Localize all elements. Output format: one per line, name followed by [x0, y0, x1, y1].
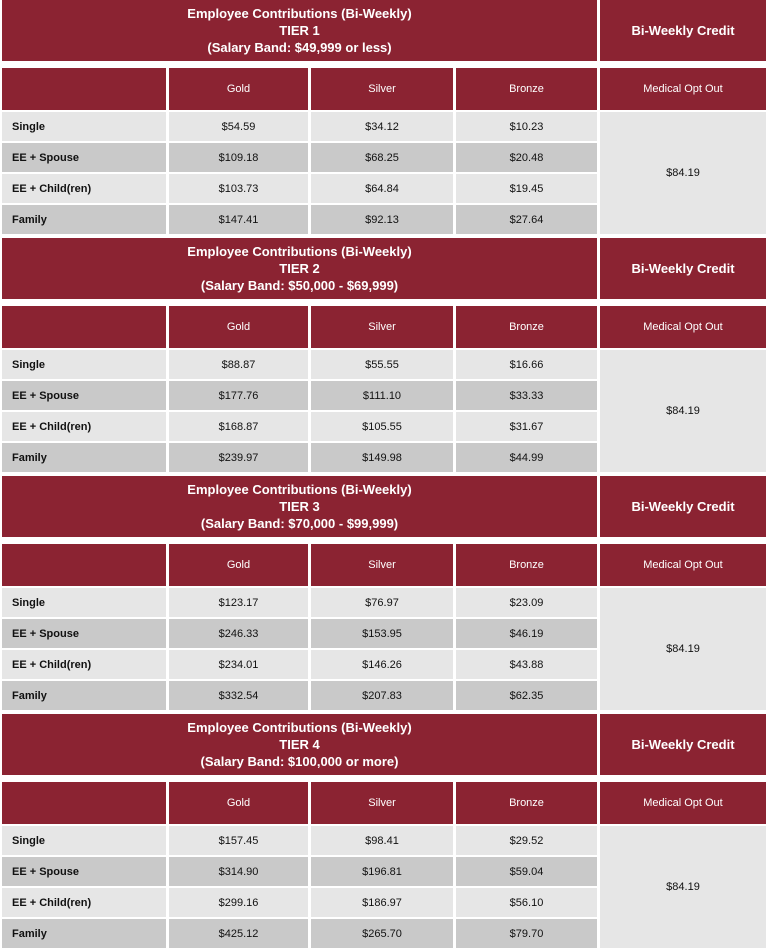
value-cell: $146.26 [311, 650, 453, 679]
row-label: EE + Child(ren) [2, 174, 166, 203]
opt-out-credit-value: $84.19 [600, 826, 766, 948]
value-cell: $68.25 [311, 143, 453, 172]
tier-title-line2: TIER 2 [279, 261, 320, 276]
tier-table [2, 714, 766, 948]
opt-out-credit-value: $84.19 [600, 588, 766, 710]
column-header-gold: Gold [169, 544, 308, 586]
empty-header-cell [2, 68, 166, 110]
divider [2, 539, 766, 542]
column-header-opt-out: Medical Opt Out [600, 544, 766, 586]
tier-title-line1: Employee Contributions (Bi-Weekly) [187, 6, 412, 21]
value-cell: $246.33 [169, 619, 308, 648]
value-cell: $98.41 [311, 826, 453, 855]
value-cell: $147.41 [169, 205, 308, 234]
tier-title-line1: Employee Contributions (Bi-Weekly) [187, 482, 412, 497]
value-cell: $196.81 [311, 857, 453, 886]
value-cell: $59.04 [456, 857, 597, 886]
column-header-silver: Silver [311, 68, 453, 110]
column-header-bronze: Bronze [456, 306, 597, 348]
value-cell: $425.12 [169, 919, 308, 948]
row-label: Single [2, 826, 166, 855]
value-cell: $177.76 [169, 381, 308, 410]
column-header-bronze: Bronze [456, 782, 597, 824]
value-cell: $207.83 [311, 681, 453, 710]
tier-title-line2: TIER 4 [279, 737, 320, 752]
row-label: EE + Spouse [2, 619, 166, 648]
value-cell: $186.97 [311, 888, 453, 917]
tier-title-line3: (Salary Band: $70,000 - $99,999) [200, 516, 399, 531]
row-label: Family [2, 443, 166, 472]
opt-out-credit-value: $84.19 [600, 112, 766, 234]
value-cell: $29.52 [456, 826, 597, 855]
column-header-bronze: Bronze [456, 68, 597, 110]
value-cell: $43.88 [456, 650, 597, 679]
tier-title [2, 0, 597, 61]
value-cell: $239.97 [169, 443, 308, 472]
column-header-opt-out: Medical Opt Out [600, 68, 766, 110]
value-cell: $123.17 [169, 588, 308, 617]
value-cell: $20.48 [456, 143, 597, 172]
value-cell: $234.01 [169, 650, 308, 679]
value-cell: $44.99 [456, 443, 597, 472]
column-header-silver: Silver [311, 544, 453, 586]
divider [2, 63, 766, 66]
tier-title-line2: TIER 3 [279, 499, 320, 514]
tier-title [2, 476, 597, 537]
empty-header-cell [2, 782, 166, 824]
value-cell: $103.73 [169, 174, 308, 203]
column-header-silver: Silver [311, 782, 453, 824]
value-cell: $31.67 [456, 412, 597, 441]
value-cell: $111.10 [311, 381, 453, 410]
tier-table [2, 0, 766, 234]
credit-header: Bi-Weekly Credit [600, 476, 766, 537]
value-cell: $16.66 [456, 350, 597, 379]
value-cell: $109.18 [169, 143, 308, 172]
value-cell: $92.13 [311, 205, 453, 234]
row-label: EE + Child(ren) [2, 650, 166, 679]
column-header-opt-out: Medical Opt Out [600, 306, 766, 348]
value-cell: $23.09 [456, 588, 597, 617]
row-label: EE + Spouse [2, 857, 166, 886]
tier-title-line1: Employee Contributions (Bi-Weekly) [187, 244, 412, 259]
column-header-opt-out: Medical Opt Out [600, 782, 766, 824]
value-cell: $299.16 [169, 888, 308, 917]
value-cell: $265.70 [311, 919, 453, 948]
value-cell: $332.54 [169, 681, 308, 710]
empty-header-cell [2, 306, 166, 348]
tier-title-line3: (Salary Band: $50,000 - $69,999) [200, 278, 399, 293]
tier-title-line3: (Salary Band: $49,999 or less) [207, 40, 392, 55]
column-header-gold: Gold [169, 68, 308, 110]
tier-table [2, 476, 766, 710]
column-header-gold: Gold [169, 782, 308, 824]
value-cell: $105.55 [311, 412, 453, 441]
column-header-gold: Gold [169, 306, 308, 348]
column-header-silver: Silver [311, 306, 453, 348]
value-cell: $33.33 [456, 381, 597, 410]
row-label: Family [2, 205, 166, 234]
value-cell: $64.84 [311, 174, 453, 203]
value-cell: $62.35 [456, 681, 597, 710]
value-cell: $149.98 [311, 443, 453, 472]
row-label: Single [2, 350, 166, 379]
tier-table [2, 238, 766, 472]
tier-title-line2: TIER 1 [279, 23, 320, 38]
value-cell: $76.97 [311, 588, 453, 617]
value-cell: $168.87 [169, 412, 308, 441]
value-cell: $34.12 [311, 112, 453, 141]
value-cell: $157.45 [169, 826, 308, 855]
value-cell: $46.19 [456, 619, 597, 648]
value-cell: $10.23 [456, 112, 597, 141]
value-cell: $55.55 [311, 350, 453, 379]
value-cell: $56.10 [456, 888, 597, 917]
row-label: EE + Child(ren) [2, 412, 166, 441]
value-cell: $19.45 [456, 174, 597, 203]
empty-header-cell [2, 544, 166, 586]
tier-title-line3: (Salary Band: $100,000 or more) [200, 754, 399, 769]
value-cell: $27.64 [456, 205, 597, 234]
credit-header: Bi-Weekly Credit [600, 0, 766, 61]
value-cell: $153.95 [311, 619, 453, 648]
divider [2, 777, 766, 780]
tier-title [2, 238, 597, 299]
value-cell: $79.70 [456, 919, 597, 948]
row-label: EE + Spouse [2, 381, 166, 410]
divider [2, 301, 766, 304]
tier-title-line1: Employee Contributions (Bi-Weekly) [187, 720, 412, 735]
value-cell: $88.87 [169, 350, 308, 379]
row-label: Family [2, 681, 166, 710]
column-header-bronze: Bronze [456, 544, 597, 586]
row-label: EE + Spouse [2, 143, 166, 172]
value-cell: $54.59 [169, 112, 308, 141]
value-cell: $314.90 [169, 857, 308, 886]
row-label: Single [2, 588, 166, 617]
row-label: Single [2, 112, 166, 141]
credit-header: Bi-Weekly Credit [600, 238, 766, 299]
row-label: EE + Child(ren) [2, 888, 166, 917]
credit-header: Bi-Weekly Credit [600, 714, 766, 775]
row-label: Family [2, 919, 166, 948]
contribution-tables [2, 0, 766, 952]
opt-out-credit-value: $84.19 [600, 350, 766, 472]
tier-title [2, 714, 597, 775]
